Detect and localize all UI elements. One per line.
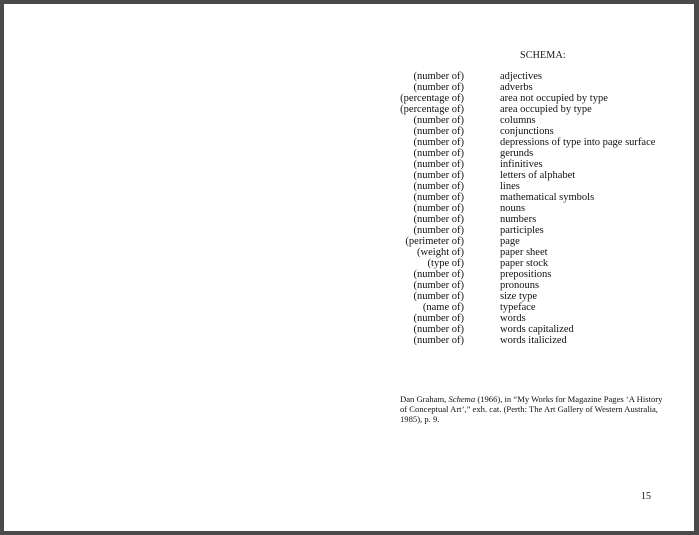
schema-qualifier: (number of) [413, 203, 464, 214]
schema-qualifier: (number of) [413, 280, 464, 291]
schema-row [384, 71, 684, 82]
schema-qualifier: (number of) [413, 291, 464, 302]
schema-term: typeface [500, 302, 536, 313]
schema-qualifier: (perimeter of) [405, 236, 464, 247]
schema-term: pronouns [500, 280, 540, 291]
schema-term: mathematical symbols [500, 192, 595, 203]
schema-row [384, 258, 684, 269]
schema-qualifier: (number of) [413, 269, 464, 280]
citation-work-title: Schema [448, 394, 476, 404]
schema-term: letters of alphabet [500, 170, 576, 181]
citation-rest: (1966), in “My Works for Magazine Pages ‘A History of Conceptual Art’,” exh. cat. (Perth: The Art Gallery of Western Australia, 1985), p. 9. [400, 394, 663, 424]
schema-qualifier: (percentage of) [400, 93, 464, 104]
schema-term: page [500, 236, 520, 247]
schema-term: nouns [500, 203, 526, 214]
schema-term: gerunds [500, 148, 534, 159]
schema-qualifier: (type of) [427, 258, 464, 269]
schema-row [384, 104, 684, 115]
schema-row [384, 225, 684, 236]
schema-row [384, 313, 684, 324]
schema-row [384, 170, 684, 181]
schema-qualifier: (number of) [413, 313, 464, 324]
schema-qualifier: (number of) [413, 82, 464, 93]
schema-list [384, 71, 684, 346]
schema-row [384, 137, 684, 148]
citation-author: Dan Graham, [400, 394, 449, 404]
schema-row [384, 159, 684, 170]
schema-row [384, 247, 684, 258]
schema-row [384, 82, 684, 93]
schema-row [384, 181, 684, 192]
schema-qualifier: (number of) [413, 214, 464, 225]
citation [400, 394, 665, 424]
schema-qualifier: (number of) [413, 71, 464, 82]
schema-qualifier: (number of) [413, 225, 464, 236]
schema-term: adverbs [500, 82, 533, 93]
document-page [4, 4, 694, 531]
schema-row [384, 93, 684, 104]
schema-row [384, 203, 684, 214]
schema-qualifier: (number of) [413, 148, 464, 159]
schema-row [384, 148, 684, 159]
schema-qualifier: (number of) [413, 335, 464, 346]
schema-term: words italicized [500, 335, 567, 346]
schema-term: columns [500, 115, 536, 126]
schema-row [384, 302, 684, 313]
schema-row [384, 324, 684, 335]
schema-row [384, 192, 684, 203]
schema-qualifier: (number of) [413, 181, 464, 192]
schema-term: area not occupied by type [500, 93, 608, 104]
schema-term: size type [500, 291, 538, 302]
schema-qualifier: (weight of) [417, 247, 464, 258]
schema-row [384, 269, 684, 280]
schema-term: prepositions [500, 269, 552, 280]
schema-term: depressions of type into page surface [500, 137, 656, 148]
schema-term: area occupied by type [500, 104, 592, 115]
schema-term: paper sheet [500, 247, 548, 258]
schema-qualifier: (name of) [422, 302, 464, 313]
schema-term: numbers [500, 214, 537, 225]
schema-term: conjunctions [500, 126, 554, 137]
schema-row [384, 236, 684, 247]
schema-row [384, 126, 684, 137]
schema-term: paper stock [500, 258, 549, 269]
schema-qualifier: (number of) [413, 192, 464, 203]
schema-qualifier: (number of) [413, 170, 464, 181]
schema-qualifier: (number of) [413, 137, 464, 148]
schema-row [384, 115, 684, 126]
schema-qualifier: (number of) [413, 126, 464, 137]
schema-qualifier: (number of) [413, 324, 464, 335]
schema-term: adjectives [500, 71, 542, 82]
schema-term: participles [500, 225, 544, 236]
schema-row [384, 291, 684, 302]
schema-row [384, 335, 684, 346]
schema-term: words capitalized [500, 324, 574, 335]
schema-qualifier: (percentage of) [400, 104, 464, 115]
schema-term: infinitives [500, 159, 543, 170]
schema-row [384, 280, 684, 291]
schema-title: SCHEMA: [520, 50, 566, 61]
page-number: 15 [641, 491, 651, 502]
schema-row [384, 214, 684, 225]
schema-qualifier: (number of) [413, 115, 464, 126]
schema-term: words [500, 313, 526, 324]
schema-qualifier: (number of) [413, 159, 464, 170]
schema-term: lines [500, 181, 520, 192]
